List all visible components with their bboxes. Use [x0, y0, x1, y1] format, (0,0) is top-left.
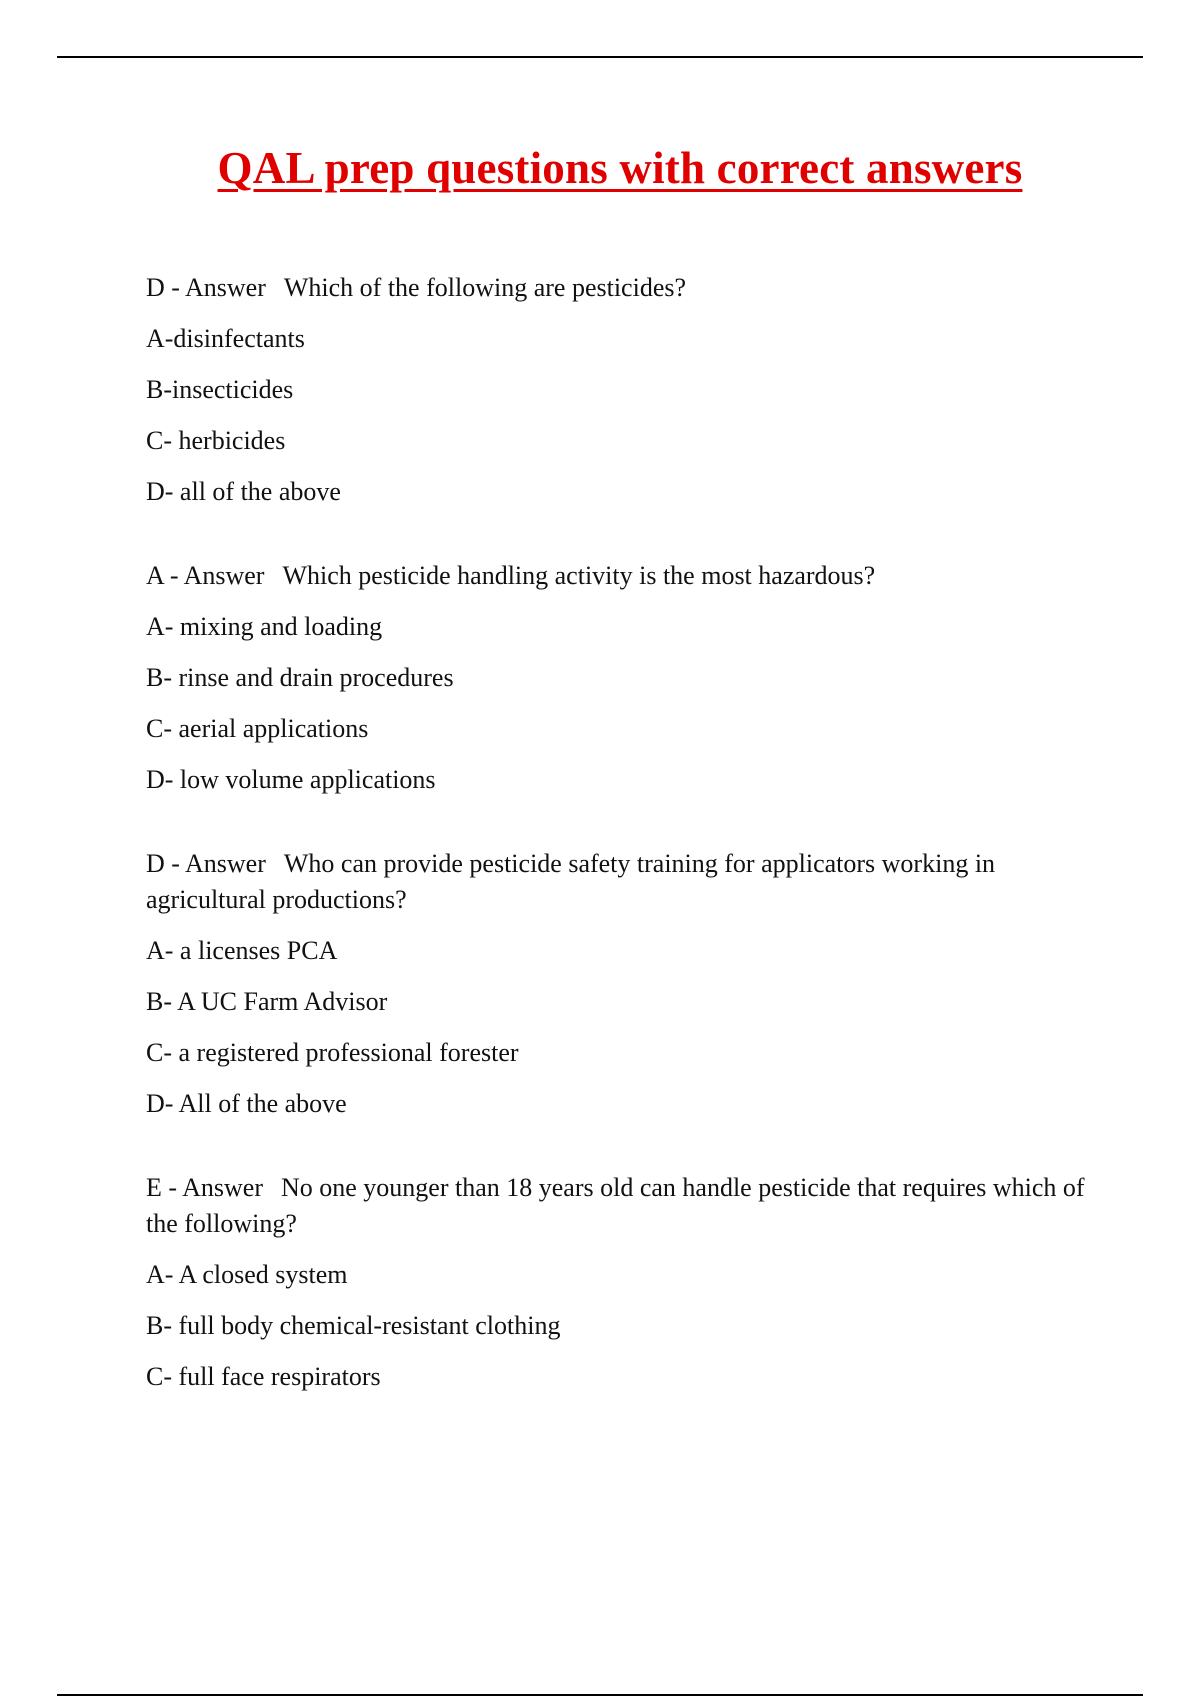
page-title: QAL prep questions with correct answers: [217, 143, 1023, 193]
option-a: A- A closed system: [146, 1260, 348, 1289]
question-text: Who can provide pesticide safety training for applicators working in agricultural productions?: [146, 849, 996, 914]
option-b: B- A UC Farm Advisor: [146, 987, 388, 1016]
question-line: [146, 558, 1086, 594]
answer-key: D - Answer: [146, 849, 266, 878]
question-text: Which of the following are pesticides?: [283, 273, 687, 302]
option-b: B- rinse and drain procedures: [146, 663, 454, 692]
footer-rule: [57, 1694, 1143, 1696]
header-rule: [57, 56, 1143, 58]
option-c: C- herbicides: [146, 426, 286, 455]
question-block-3: [146, 846, 1086, 1122]
option-d: D- All of the above: [146, 1089, 347, 1118]
option-a: A-disinfectants: [146, 324, 305, 353]
option-b: B- full body chemical-resistant clothing: [146, 1311, 561, 1340]
option-c: C- full face respirators: [146, 1362, 381, 1391]
question-list: [146, 270, 1086, 1443]
answer-key: E - Answer: [146, 1173, 263, 1202]
option-c: C- aerial applications: [146, 714, 369, 743]
question-block-4: [146, 1170, 1086, 1395]
option-d: D- all of the above: [146, 477, 341, 506]
option-a: A- a licenses PCA: [146, 936, 338, 965]
question-block-1: [146, 270, 1086, 510]
question-line: [146, 270, 1086, 306]
option-b: B-insecticides: [146, 375, 294, 404]
option-a: A- mixing and loading: [146, 612, 383, 641]
option-d: D- low volume applications: [146, 765, 436, 794]
question-block-2: [146, 558, 1086, 798]
question-line: [146, 846, 1086, 918]
question-text: Which pesticide handling activity is the most hazardous?: [282, 561, 876, 590]
question-text: No one younger than 18 years old can handle pesticide that requires which of the following?: [146, 1173, 1085, 1238]
answer-key: D - Answer: [146, 273, 266, 302]
answer-key: A - Answer: [146, 561, 265, 590]
question-line: [146, 1170, 1086, 1242]
option-c: C- a registered professional forester: [146, 1038, 519, 1067]
